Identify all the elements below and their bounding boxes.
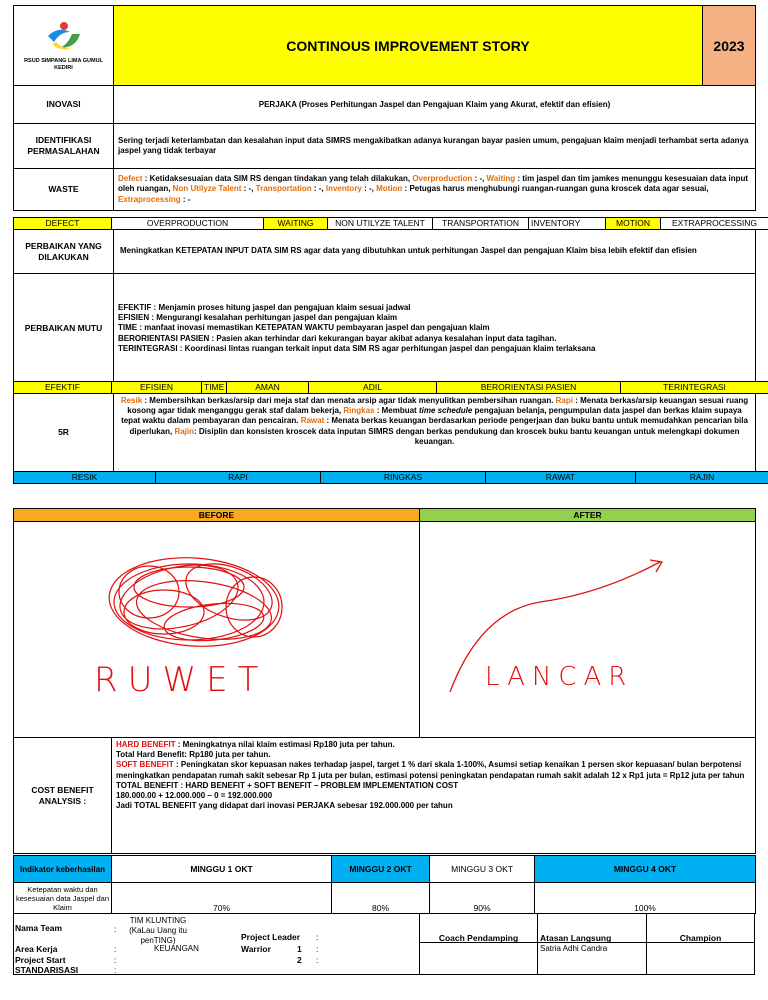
indikator-row-label: Ketepatan waktu dan kesesuaian data Jaspel dan Klaim (14, 883, 112, 914)
minggu-2-header: MINGGU 2 OKT (332, 856, 430, 883)
r-strip-ringkas: RINGKAS (321, 472, 486, 484)
colon-6: : (316, 944, 319, 954)
waste-nonutilyze-key: Non Utilyze Talent (172, 184, 242, 194)
waste-strip-overproduction: OVERPRODUCTION (112, 218, 264, 230)
nama-team-value: TIM KLUNTING (KaLau Uang itu penTING) (129, 916, 187, 945)
minggu-2-value: 80% (332, 883, 430, 914)
perbaikan-table (13, 229, 756, 384)
waste-transportation-key: Transportation (255, 184, 312, 194)
area-kerja-label: Area Kerja (15, 944, 58, 954)
mutu-label: PERBAIKAN MUTU (14, 274, 114, 384)
identifikasi-value: Sering terjadi keterlambatan dan kesalahan input data SIMRS mengakibatkan adanya kurangan bayar pasien umum, pengajuan klaim menjadi terhambat serta adanya jaspel yang tidak terbayar (114, 124, 756, 169)
lima-r-rapi-val: : Menata berkas/arsip keuangan sesuai ruang kosong agar tidak menganggu gerak staf dalam bekerja, (127, 396, 749, 416)
after-header: AFTER (420, 509, 756, 522)
r-strip-rawat: RAWAT (486, 472, 636, 484)
waste-strip-motion: MOTION (606, 218, 661, 230)
cost-calc-line: 180.000.00 + 12.000.000 – 0 = 192.000.000 (116, 791, 273, 801)
cost-soft-key: SOFT BENEFIT (116, 760, 174, 770)
colon-3: : (114, 955, 117, 965)
upward-arrow-icon (420, 522, 754, 736)
lima-r-table (13, 393, 756, 472)
mutu-berorientasi: BERORIENTASI PASIEN : Pasien akan terhindar dari kekurangan bayar akibat adanya kesalahan input data tagihan. (118, 333, 557, 343)
waste-extraprocessing-key: Extraprocessing (118, 194, 181, 204)
waste-waiting-key: Waiting (486, 174, 516, 184)
atasan-label: Atasan Langsung (540, 933, 612, 943)
minggu-4-value: 100% (535, 883, 756, 914)
cost-value (112, 738, 756, 854)
lima-r-resik-key: Resik (120, 396, 143, 405)
logo-cell (14, 6, 114, 86)
atasan-cell (537, 914, 646, 974)
minggu-4-header: MINGGU 4 OKT (535, 856, 756, 883)
cost-total-hard: Total Hard Benefit: Rp180 juta per tahun. (116, 750, 271, 760)
minggu-1-header: MINGGU 1 OKT (112, 856, 332, 883)
after-word: LANCAR (485, 662, 634, 692)
inovasi-label: INOVASI (14, 86, 114, 124)
colon-7: : (316, 955, 319, 965)
cost-total-line: TOTAL BENEFIT : HARD BENEFIT + SOFT BENEFIT – PROBLEM IMPLEMENTATION COST (116, 780, 459, 790)
champion-label: Champion (679, 933, 722, 943)
mutu-strip-aman: AMAN (227, 382, 309, 394)
nama-team-label: Nama Team (15, 923, 63, 933)
lima-r-rajin-val: : Disiplin dan konsisten kroscek data inputan SIMRS dengan berkas pendukung dan kroscek buku bantu keuangan untuk melengkapi dokumen keuangan. (194, 426, 740, 446)
minggu-1-value: 70% (112, 883, 332, 914)
warrior-2-num: 2 (297, 955, 302, 965)
inovasi-value: PERJAKA (Proses Perhitungan Jaspel dan Pengajuan Klaim yang Akurat, efektif dan efisien) (114, 86, 756, 124)
year-badge: 2023 (703, 6, 756, 86)
before-word: RUWET (94, 660, 269, 700)
standarisasi-label: STANDARISASI (15, 965, 79, 975)
lima-r-ringkas-pre: : Membuat (374, 406, 419, 416)
before-after-table (13, 508, 756, 738)
waste-motion-key: Motion (376, 184, 403, 194)
perbaikan-label: PERBAIKAN YANG DILAKUKAN (14, 230, 114, 274)
mutu-value (114, 274, 756, 384)
waste-nonutilyze-val: : -, (241, 184, 256, 194)
mutu-strip-adil: ADIL (309, 382, 437, 394)
after-drawing-cell (420, 522, 756, 738)
waste-strip-defect: DEFECT (14, 218, 112, 230)
indikator-table (13, 855, 756, 914)
mutu-efektif: EFEKTIF : Menjamin proses hitung jaspel dan pengajuan klaim sesuai jadwal (118, 302, 411, 312)
page-title: CONTINOUS IMPROVEMENT STORY (114, 6, 703, 86)
perbaikan-value: Meningkatkan KETEPATAN INPUT DATA SIM RS agar data yang dibutuhkan untuk perhitungan Jaspel dan pengajuan Klaim bisa lebih efektif dan efisien (114, 230, 756, 274)
project-start-label: Project Start (15, 955, 66, 965)
waste-waiting-val: : tim jaspel dan tim jamkes menunggu kesesuaian data input oleh ruangan, (118, 174, 749, 194)
champion-cell (646, 914, 754, 974)
lima-r-ringkas-italic: time schedule (418, 406, 473, 416)
minggu-3-header: MINGGU 3 OKT (430, 856, 535, 883)
waste-overproduction-val: : -, (472, 174, 487, 184)
cost-hard-key: HARD BENEFIT (116, 740, 176, 749)
cost-final-line: Jadi TOTAL BENEFIT yang didapat dari inovasi PERJAKA sebesar 192.000.000 per tahun (116, 801, 453, 811)
waste-defect-key: Defect (118, 174, 143, 184)
colon-4: : (114, 965, 117, 975)
waste-inventory-val: : -, (361, 184, 377, 194)
r-strip-resik: RESIK (14, 472, 156, 484)
waste-strip-inventory: INVENTORY (529, 218, 606, 230)
lima-r-resik-val: : Membersihkan berkas/arsip dari meja staf dan menata arsip agar tidak menyulitkan pembersihan ruangan. (142, 396, 556, 405)
scribble-drawing (14, 522, 418, 736)
hospital-logo-icon (42, 20, 86, 56)
mutu-strip-berorientasi: BERORIENTASI PASIEN (437, 382, 621, 394)
colon-5: : (316, 932, 319, 942)
lima-r-ringkas-key: Ringkas (343, 406, 375, 416)
coach-cell (419, 914, 537, 974)
mutu-efisien: EFISIEN : Mengurangi kesalahan perhitungan jaspel dan pengajuan klaim (118, 313, 398, 323)
atasan-value: Satria Adhi Candra (540, 944, 608, 953)
lima-r-label: 5R (14, 394, 114, 472)
mutu-strip-efektif: EFEKTIF (14, 382, 112, 394)
lima-r-rawat-val: : Menata berkas keuangan berdasarkan periode pengerjaan dan buku bantu untuk memudahkan pencarian bila diperlukan, (129, 416, 748, 436)
logo-text: RSUD SIMPANG LIMA GUMUL KEDIRI (24, 58, 103, 71)
lima-r-value (114, 394, 756, 472)
indikator-label: Indikator keberhasilan (14, 856, 112, 883)
mutu-strip-efisien: EFISIEN (112, 382, 202, 394)
warrior-1-num: 1 (297, 944, 302, 954)
minggu-3-value: 90% (430, 883, 535, 914)
mutu-strip-time: TIME (202, 382, 227, 394)
waste-label: WASTE (14, 169, 114, 211)
mutu-strip-terintegrasi: TERINTEGRASI (621, 382, 768, 394)
colon-1: : (114, 924, 117, 934)
waste-transportation-val: : -, (311, 184, 326, 194)
lima-r-rajin-key: Rajin (174, 426, 195, 436)
warrior-label: Warrior (241, 944, 271, 954)
waste-value (114, 169, 756, 211)
project-leader-label: Project Leader (241, 932, 301, 942)
story-table (13, 5, 756, 211)
cost-table (13, 737, 756, 854)
before-header: BEFORE (14, 509, 420, 522)
area-kerja-value: KEUANGAN (154, 944, 199, 953)
waste-motion-val: : Petugas harus menghubungi ruangan-ruangan guna kroscek data agar sesuai, (402, 184, 709, 194)
waste-inventory-key: Inventory (325, 184, 362, 194)
cost-soft-val: : Peningkatan skor kepuasan nakes terhadap jaspel, target 1 % dari skala 1-100%, Asumsi setiap kenaikan 1 persen skor kepuasan/ bulan berpotensi meningkatkan pendapatan rumah sakit sebesar Rp 1 juta per bulan, estimasi potensi peningkatan pendapatan rumah sakit adalah 12 x Rp1 juta = Rp12 juta per tahun (116, 760, 745, 780)
lima-r-rawat-key: Rawat (300, 416, 325, 426)
waste-overproduction-key: Overproduction (412, 174, 473, 184)
lima-r-rapi-key: Rapi (555, 396, 573, 405)
coach-label: Coach Pendamping (438, 933, 519, 943)
waste-defect-val: : Ketidaksesuaian data SIM RS dengan tindakan yang telah dilakukan, (142, 174, 413, 184)
waste-extraprocessing-val: : - (180, 194, 191, 204)
r-strip (13, 471, 768, 484)
r-strip-rapi: RAPI (156, 472, 321, 484)
identifikasi-label: IDENTIFIKASI PERMASALAHAN (14, 124, 114, 169)
footer (13, 913, 755, 975)
mutu-terintegrasi: TERINTEGRASI : Koordinasi lintas ruangan terkait input data SIM RS agar perhitungan jaspel dan pengajuan klaim terlaksana (118, 343, 596, 353)
cost-hard-val: : Meningkatnya nilai klaim estimasi Rp180 juta per tahun. (175, 740, 395, 749)
waste-strip-nonutilyze: NON UTILYZE TALENT (328, 218, 433, 230)
colon-2: : (114, 944, 117, 954)
r-strip-rajin: RAJIN (636, 472, 768, 484)
cost-label: COST BENEFIT ANALYSIS : (14, 738, 112, 854)
waste-strip-extraprocessing: EXTRAPROCESSING (661, 218, 768, 230)
before-drawing-cell (14, 522, 420, 738)
lima-r-ringkas-post: pengajuan belanja, pengumpulan data jaspel dan berkas klaim supaya tepat waktu dalam pembayaran dan pencairan. (121, 406, 742, 426)
waste-strip-waiting: WAITING (264, 218, 328, 230)
mutu-time: TIME : manfaat inovasi memastikan KETEPATAN WAKTU pembayaran jaspel dan pengajuan klaim (118, 323, 490, 333)
waste-strip-transportation: TRANSPORTATION (433, 218, 529, 230)
